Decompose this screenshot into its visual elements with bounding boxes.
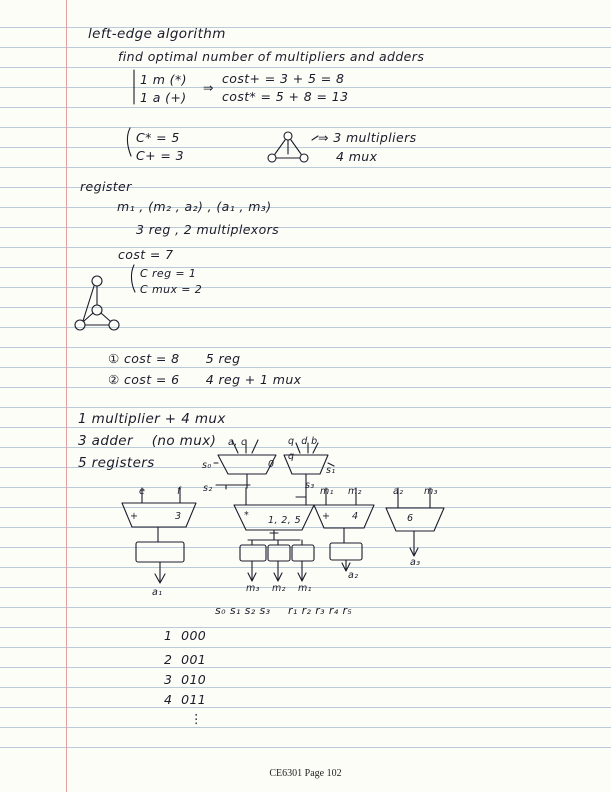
rule-line bbox=[0, 427, 611, 428]
rule-line bbox=[0, 307, 611, 308]
rule-line bbox=[0, 67, 611, 68]
c-plus-value: C+ = 3 bbox=[136, 148, 184, 163]
label-a-c: a, c bbox=[228, 437, 247, 448]
rule-line bbox=[0, 267, 611, 268]
impl-line-1: 1 multiplier + 4 mux bbox=[78, 411, 226, 427]
label-s1: s₁ bbox=[326, 465, 336, 476]
c-reg: C reg = 1 bbox=[140, 267, 197, 280]
cost-star: cost* = 5 + 8 = 13 bbox=[222, 89, 349, 104]
cost-7: cost = 7 bbox=[118, 247, 174, 262]
label-zero: 0 bbox=[268, 459, 275, 470]
rule-line bbox=[0, 147, 611, 148]
rule-line bbox=[0, 327, 611, 328]
rule-line bbox=[0, 567, 611, 568]
table-row: 2 001 bbox=[164, 652, 207, 667]
table-header-left: s₀ s₁ s₂ s₃ bbox=[215, 604, 271, 617]
rule-line bbox=[0, 347, 611, 348]
label-plus-2: + bbox=[322, 511, 331, 522]
rule-line bbox=[0, 747, 611, 748]
register-heading: register bbox=[80, 179, 132, 194]
label-star: * bbox=[244, 510, 250, 521]
rule-line bbox=[0, 127, 611, 128]
label-plus-1: + bbox=[130, 511, 139, 522]
rule-line bbox=[0, 107, 611, 108]
rule-line bbox=[0, 227, 611, 228]
rule-line bbox=[0, 667, 611, 668]
note-find-line: find optimal number of multipliers and adders bbox=[118, 49, 425, 64]
rule-line bbox=[0, 687, 611, 688]
label-s0: s₀ bbox=[202, 460, 212, 471]
rule-line bbox=[0, 387, 611, 388]
label-m2: m₂ bbox=[348, 486, 362, 497]
label-s3: s₃ bbox=[305, 480, 315, 491]
rule-line bbox=[0, 247, 611, 248]
option-1: ① cost = 8 5 reg bbox=[108, 351, 241, 366]
label-m1: m₁ bbox=[320, 486, 334, 497]
rule-line bbox=[0, 647, 611, 648]
rule-line bbox=[0, 727, 611, 728]
out-m2: m₂ bbox=[272, 583, 286, 594]
rule-line bbox=[0, 167, 611, 168]
label-four: 4 bbox=[352, 511, 359, 522]
margin-line bbox=[66, 0, 67, 792]
bracket-a-label: 1 a (+) bbox=[140, 90, 187, 105]
label-six: 6 bbox=[407, 513, 414, 524]
label-three: 3 bbox=[175, 511, 182, 522]
label-q-d-b: q d b bbox=[288, 436, 318, 447]
option-2: ② cost = 6 4 reg + 1 mux bbox=[108, 372, 302, 387]
register-count: 3 reg , 2 multiplexors bbox=[136, 222, 280, 237]
label-f: f bbox=[177, 486, 181, 497]
cost-plus: cost+ = 3 + 5 = 8 bbox=[222, 71, 345, 86]
impl-line-3: 5 registers bbox=[78, 455, 155, 471]
register-groups: m₁ , (m₂ , a₂) , (a₁ , m₃) bbox=[117, 199, 272, 214]
out-a2: a₂ bbox=[348, 570, 359, 581]
rule-line bbox=[0, 47, 611, 48]
label-m3-in: m₃ bbox=[424, 486, 438, 497]
impl-line-2: 3 adder (no mux) bbox=[78, 433, 217, 449]
rule-line bbox=[0, 507, 611, 508]
page-footer: CE6301 Page 102 bbox=[269, 768, 342, 779]
label-e: e bbox=[139, 486, 146, 497]
label-mul-list: 1, 2, 5 bbox=[268, 515, 302, 526]
c-star-value: C* = 5 bbox=[136, 130, 180, 145]
label-q-top: q bbox=[288, 451, 295, 462]
table-row: 3 010 bbox=[164, 672, 207, 687]
table-row: 1 000 bbox=[164, 628, 207, 643]
table-vdots: ⋮ bbox=[190, 711, 203, 726]
graph-result-mult: ⇒ 3 multipliers bbox=[318, 130, 417, 145]
rule-line bbox=[0, 627, 611, 628]
rule-line bbox=[0, 527, 611, 528]
rule-line bbox=[0, 547, 611, 548]
rule-line bbox=[0, 287, 611, 288]
label-s2: s₂ bbox=[203, 483, 213, 494]
rule-line bbox=[0, 407, 611, 408]
rule-line bbox=[0, 87, 611, 88]
rule-line bbox=[0, 707, 611, 708]
rule-line bbox=[0, 367, 611, 368]
note-title: left-edge algorithm bbox=[88, 26, 226, 42]
out-m3: m₃ bbox=[246, 583, 260, 594]
out-a1: a₁ bbox=[152, 587, 163, 598]
label-a2-in: a₂ bbox=[393, 486, 404, 497]
table-row: 4 011 bbox=[164, 692, 207, 707]
table-header-right: r₁ r₂ r₃ r₄ r₅ bbox=[288, 604, 353, 617]
implies-arrow: ⇒ bbox=[203, 80, 214, 95]
bracket-m-label: 1 m (*) bbox=[140, 72, 187, 87]
c-mux: C mux = 2 bbox=[140, 283, 203, 296]
out-m1: m₁ bbox=[298, 583, 312, 594]
graph-result-mux: 4 mux bbox=[336, 149, 378, 164]
out-a3: a₃ bbox=[410, 557, 421, 568]
rule-line bbox=[0, 207, 611, 208]
